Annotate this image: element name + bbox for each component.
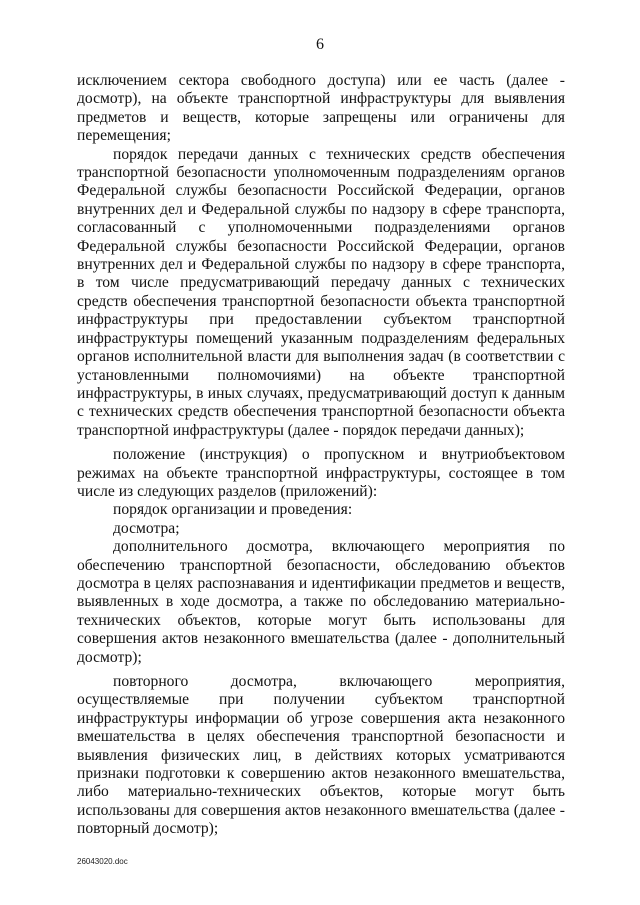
paragraph-inspection-item: досмотра; <box>113 519 180 537</box>
paragraph-inspection-continuation: исключением сектора свободного доступа) или ее часть (далее - досмотр), на объекте транспортной инфраструктуры для выявления предметов и веществ, которые запрещены или ограничены для перемещения; <box>77 72 565 145</box>
file-name-footer: 26043020.doc <box>77 857 128 866</box>
paragraph-access-regime-regulation: положение (инструкция) о пропускном и внутриобъектовом режимах на объекте транспортной инфраструктуры, состоящее в том числе из следующих разделов (приложений): <box>77 446 565 500</box>
document-body <box>77 72 565 839</box>
paragraph-additional-inspection: дополнительного досмотра, включающего мероприятия по обеспечению транспортной безопасности, обследованию объектов досмотра в целях распознавания и идентификации предметов и веществ, выявленных в ходе досмотра, а также по обследованию материально-технических объектов, которые могут быть использованы для совершения актов незаконного вмешательства (далее - дополнительный досмотр); <box>77 538 565 666</box>
paragraph-repeat-inspection: повторного досмотра, включающего мероприятия, осуществляемые при получении субъектом транспортной инфраструктуры информации об угрозе совершения акта незаконного вмешательства в целях обеспечения транспортной безопасности и выявления физических лиц, в действиях которых усматриваются признаки подготовки к совершению актов незаконного вмешательства, либо материально-технических объектов, которые могут быть использованы для совершения актов незаконного вмешательства (далее - повторный досмотр); <box>77 673 565 838</box>
page-number: 6 <box>316 36 324 53</box>
paragraph-data-transfer-procedure: порядок передачи данных с технических средств обеспечения транспортной безопасности уполномоченным подразделениям органов Федеральной службы безопасности Российской Федерации, органов внутренних дел и Федеральной службы по надзору в сфере транспорта, согласованный с уполномоченными подразделениями органов Федеральной службы безопасности Российской Федерации, органов внутренних дел и Федеральной службы по надзору в сфере транспорта, в том числе предусматривающий передачу данных с технических средств обеспечения транспортной безопасности объекта транспортной инфраструктуры при предоставлении субъектом транспортной инфраструктуры помещений указанным подразделениям федеральных органов исполнительной власти для выполнения задач (в соответствии с установленными полномочиями) на объекте транспортной инфраструктуры, в иных случаях, предусматривающий доступ к данным с технических средств обеспечения транспортной безопасности объекта транспортной инфраструктуры (далее - порядок передачи данных); <box>77 145 565 439</box>
paragraph-organization-procedure: порядок организации и проведения: <box>113 501 353 519</box>
